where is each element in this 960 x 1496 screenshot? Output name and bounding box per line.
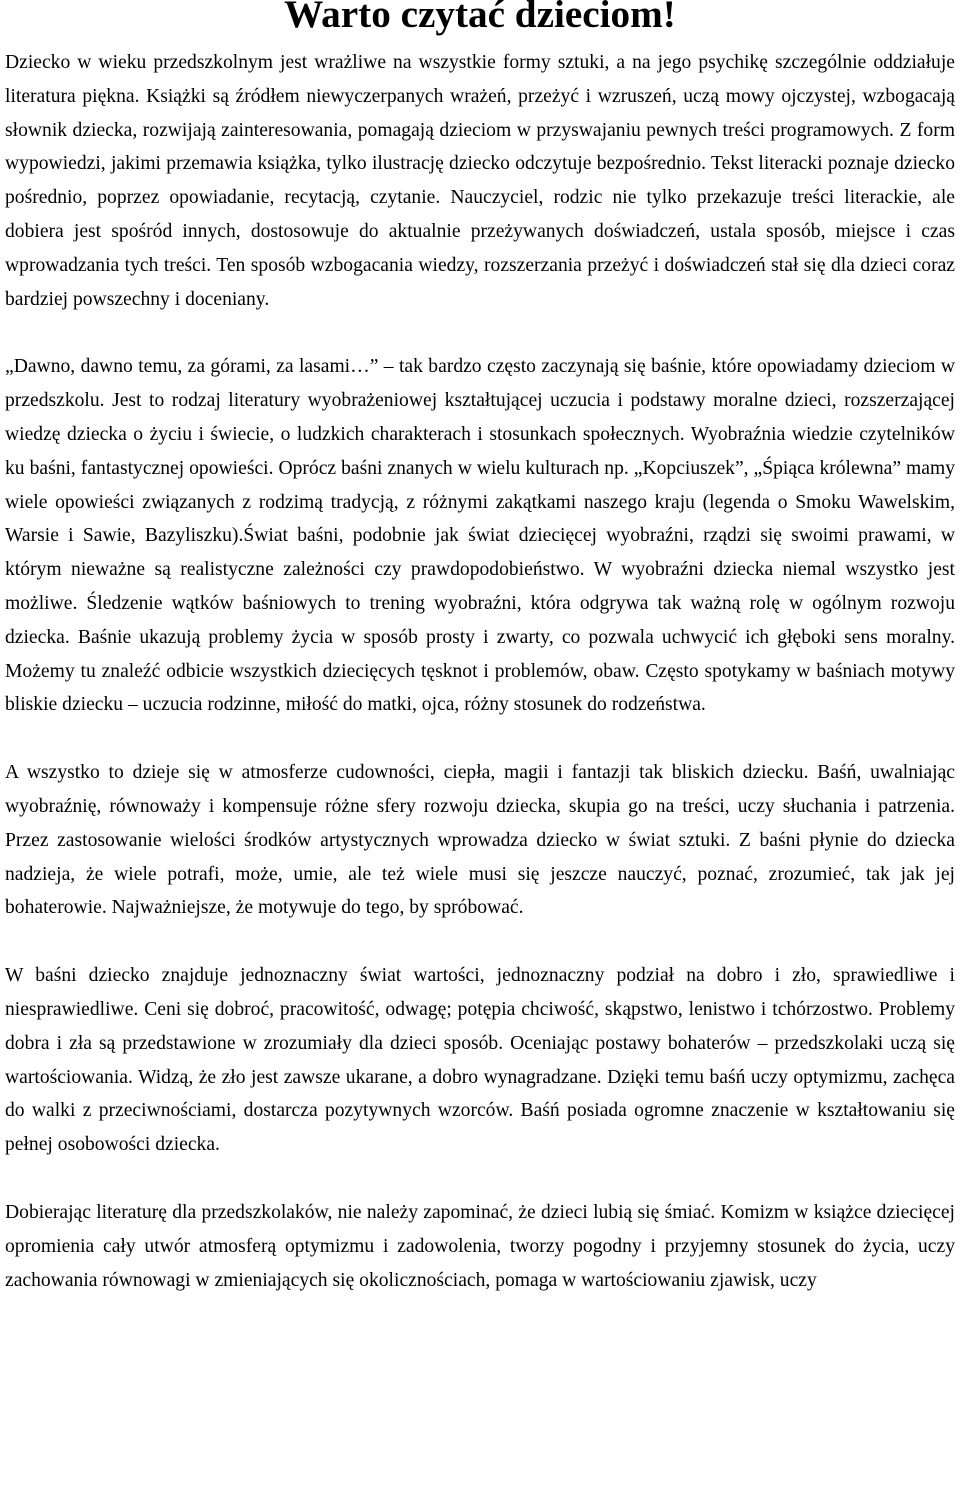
- paragraph-5: Dobierając literaturę dla przedszkolaków, nie należy zapominać, że dzieci lubią się śmiać. Komizm w książce dziecięcej opromienia cały utwór atmosferą optymizmu i zadowolenia, tworzy pogodny i przyjemny stosunek do życia, uczy zachowania równowagi w zmieniających się okolicznościach, pomaga w wartościowaniu zjawisk, uczy: [5, 1201, 955, 1291]
- paragraph-2: „Dawno, dawno temu, za górami, za lasami…” – tak bardzo często zaczynają się baśnie, które opowiadamy dzieciom w przedszkolu. Jest to rodzaj literatury wyobrażeniowej kształtującej uczucia i podstawy moralne dzieci, rozszerzającej wiedzę dziecka o życiu i świecie, o ludzkich charakterach i stosunkach społecznych. Wyobraźnia wiedzie czytelników ku baśni, fantastycznej opowieści. Oprócz baśni znanych w wielu kulturach np. „Kopciuszek”, „Śpiąca królewna” mamy wiele opowieści związanych z rodzimą tradycją, z różnymi zakątkami naszego kraju (legenda o Smoku Wawelskim, Warsie i Sawie, Bazyliszku).Świat baśni, podobnie jak świat dziecięcej wyobraźni, rządzi się swoimi prawami, w którym nieważne są realistyczne zależności czy prawdopodobieństwo. W wyobraźni dziecka niemal wszystko jest możliwe. Śledzenie wątków baśniowych to trening wyobraźni, która odgrywa tak ważną rolę w ogólnym rozwoju dziecka. Baśnie ukazują problemy życia w sposób prosty i zwarty, co pozwala uchwycić ich głęboki sens moralny. Możemy tu znaleźć odbicie wszystkich dziecięcych tęsknot i problemów, obaw. Często spotykamy w baśniach motywy bliskie dziecku – uczucia rodzinne, miłość do matki, ojca, różny stosunek do rodzeństwa.: [5, 356, 955, 716]
- document-title: Warto czytać dzieciom!: [284, 0, 676, 36]
- document-page: [5, 0, 955, 1496]
- paragraph-1: Dziecko w wieku przedszkolnym jest wrażliwe na wszystkie formy sztuki, a na jego psychikę szczególnie oddziałuje literatura piękna. Książki są źródłem niewyczerpanych wrażeń, przeżyć i wzruszeń, uczą mowy ojczystej, wzbogacają słownik dziecka, rozwijają zainteresowania, pomagają dzieciom w przyswajaniu pewnych treści programowych. Z form wypowiedzi, jakimi przemawia książka, tylko ilustrację dziecko odczytuje bezpośrednio. Tekst literacki poznaje dziecko pośrednio, poprzez opowiadanie, recytacją, czytanie. Nauczyciel, rodzic nie tylko przekazuje treści literackie, ale dobiera jest spośród innych, dostosowuje do aktualnie przeżywanych doświadczeń, ustala sposób, miejsce i czas wprowadzania tych treści. Ten sposób wzbogacania wiedzy, rozszerzania przeżyć i doświadczeń stał się dla dzieci coraz bardziej powszechny i doceniany.: [5, 52, 955, 310]
- paragraph-4: W baśni dziecko znajduje jednoznaczny świat wartości, jednoznaczny podział na dobro i zło, sprawiedliwe i niesprawiedliwe. Ceni się dobroć, pracowitość, odwagę; potępia chciwość, skąpstwo, lenistwo i tchórzostwo. Problemy dobra i zła są przedstawione w zrozumiały dla dzieci sposób. Oceniając postawy bohaterów – przedszkolaki uczą się wartościowania. Widzą, że zło jest zawsze ukarane, a dobro wynagradzane. Dzięki temu baśń uczy optymizmu, zachęca do walki z przeciwnościami, dostarcza pozytywnych wzorców. Baśń posiada ogromne znaczenie w kształtowaniu się pełnej osobowości dziecka.: [5, 965, 955, 1156]
- paragraph-3: A wszystko to dzieje się w atmosferze cudowności, ciepła, magii i fantazji tak bliskich dziecku. Baśń, uwalniając wyobraźnię, równoważy i kompensuje różne sfery rozwoju dziecka, skupia go na treści, uczy słuchania i patrzenia. Przez zastosowanie wielości środków artystycznych wprowadza dziecko w świat sztuki. Z baśni płynie do dziecka nadzieja, że wiele potrafi, może, umie, ale też wiele musi się jeszcze nauczyć, poznać, zrozumieć, tak jak jej bohaterowie. Najważniejsze, że motywuje do tego, by spróbować.: [5, 762, 955, 919]
